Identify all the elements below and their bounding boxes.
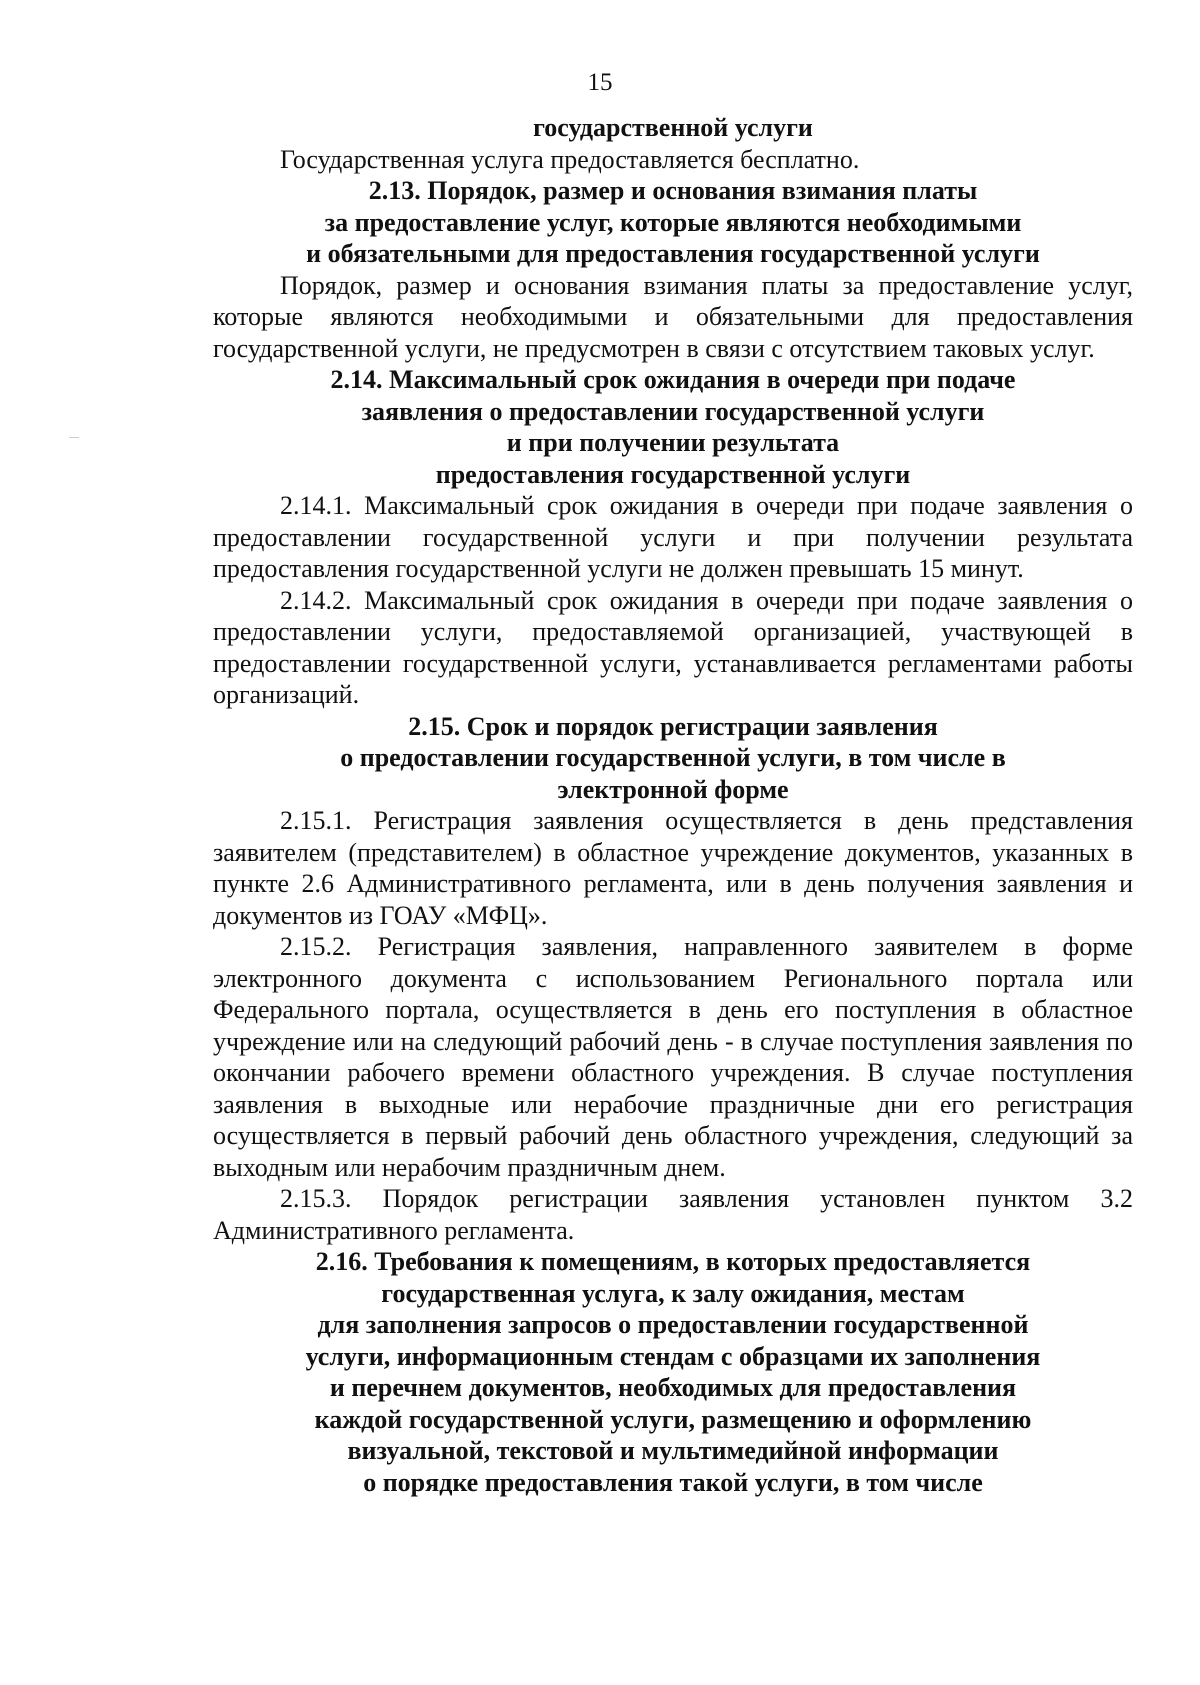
section-heading-line: 2.15. Срок и порядок регистрации заявления: [408, 711, 938, 741]
section-heading-line: электронной форме: [557, 774, 789, 804]
section-heading-line: заявления о предоставлении государственной услуги: [361, 396, 985, 426]
section-heading-line: о предоставлении государственной услуги, в том числе в: [340, 743, 1006, 772]
section-heading-line: государственной услуги: [533, 113, 813, 142]
section-heading-line: 2.13. Порядок, размер и основания взимания платы: [368, 176, 978, 205]
section-heading: [213, 364, 1133, 490]
paragraph: 2.15.3. Порядок регистрации заявления установлен пунктом 3.2 Административного регламента.: [213, 1184, 1133, 1245]
paragraph: Государственная услуга предоставляется бесплатно.: [280, 144, 860, 174]
document-body: [213, 112, 1133, 1498]
paragraph: 2.15.1. Регистрация заявления осуществляется в день представления заявителем (представителем) в областное учреждение документов, указанных в пункте 2.6 Административного регламента, или в день получения заявления и документов из ГОАУ «МФЦ».: [213, 806, 1133, 930]
section-heading-line: государственная услуга, к залу ожидания, местам: [381, 1278, 965, 1308]
paragraph: Порядок, размер и основания взимания платы за предоставление услуг, которые являются необходимыми и обязательными для предоставления государственной услуги, не предусмотрен в связи с отсутствием таковых услуг.: [213, 270, 1133, 363]
section-heading-line: и при получении результата: [506, 428, 840, 457]
section-heading: [213, 112, 1133, 144]
section-heading-line: 2.14. Максимальный срок ожидания в очереди при подаче: [330, 365, 1016, 394]
paragraph: 2.15.2. Регистрация заявления, направленного заявителем в форме электронного документа с использованием Регионального портала или Федерального портала, осуществляется в день его поступления в областное учреждение или на следующий рабочий день - в случае поступления заявления по окончании рабочего времени областного учреждения. В случае поступления заявления в выходные или нерабочие праздничные дни его регистрация осуществляется в первый рабочий день областного учреждения, следующий за выходным или нерабочим праздничным днем.: [213, 932, 1133, 1182]
section-heading: [213, 1246, 1133, 1498]
section-heading-line: и перечнем документов, необходимых для предоставления: [329, 1373, 1017, 1402]
section-heading-line: 2.16. Требования к помещениям, в которых предоставляется: [315, 1247, 1031, 1276]
section-heading: [213, 175, 1133, 270]
section-heading-line: за предоставление услуг, которые являются необходимыми: [324, 207, 1022, 237]
section-heading-line: каждой государственной услуги, размещению и оформлению: [314, 1404, 1032, 1434]
section-heading-line: и обязательными для предоставления государственной услуги: [306, 239, 1040, 268]
section-heading-line: о порядке предоставления такой услуги, в том числе: [363, 1467, 983, 1497]
section-heading-line: услуги, информационным стендам с образцами их заполнения: [305, 1341, 1041, 1371]
section-heading: [213, 711, 1133, 806]
margin-mark: [69, 437, 79, 438]
paragraph: 2.14.2. Максимальный срок ожидания в очереди при подаче заявления о предоставлении услуги, предоставляемой организацией, участвующей в предоставлении государственной услуги, устанавливается регламентами работы организаций.: [213, 585, 1133, 709]
page-number: 15: [587, 69, 613, 96]
section-heading-line: предоставления государственной услуги: [435, 459, 911, 489]
section-heading-line: для заполнения запросов о предоставлении государственной: [317, 1310, 1029, 1339]
paragraph: 2.14.1. Максимальный срок ожидания в очереди при подаче заявления о предоставлении государственной услуги и при получении результата предоставления государственной услуги не должен превышать 15 минут.: [213, 491, 1133, 583]
section-heading-line: визуальной, текстовой и мультимедийной информации: [347, 1436, 999, 1465]
